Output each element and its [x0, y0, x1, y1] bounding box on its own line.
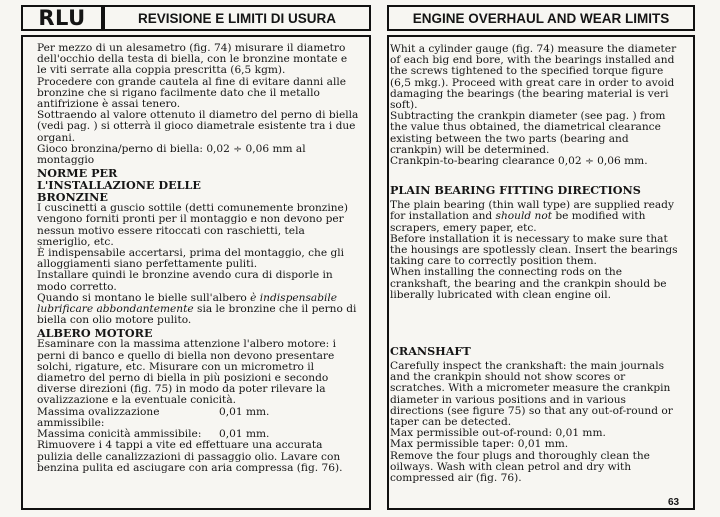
paragraph: Max permissible taper: 0,01 mm. [390, 438, 569, 451]
english-column [390, 44, 683, 484]
paragraph: Installare quindi le bronzine avendo cura di disporle in modo corretto. [37, 269, 333, 293]
paragraph: Carefully inspect the crankshaft: the main journals and the crankpin should not show scores or scratches. With a micrometer measure the crankpin diameter in various positions and in various directions (see figure 75) so that any out-of-round or taper can be detected. [390, 360, 673, 429]
paragraph: Per mezzo di un alesametro (fig. 74) misurare il diametro dell'occhio della testa di biella, con le bronzine montate e le viti serrate alla coppia prescritta (6,5 kgm). [37, 42, 348, 77]
section-heading: ALBERO MOTORE [37, 326, 153, 341]
emphasis: should not [495, 210, 553, 223]
paragraph: When installing the connecting rods on the crankshaft, the bearing and the crankpin should be liberally lubricated with clean engine oil. [390, 266, 667, 301]
section-heading: CRANSHAFT [390, 344, 471, 359]
paragraph: Max permissible out-of-round: 0,01 mm. [390, 427, 606, 440]
limit-row: Massima conicità ammissibile: 0,01 mm. [37, 428, 270, 441]
section-heading: PLAIN BEARING FITTING DIRECTIONS [390, 183, 641, 198]
paragraph: Rimuovere i 4 tappi a vite ed effettuare una accurata pulizia delle canalizzazioni di passaggio olio. Lavare con benzina pulita ed asciugare con aria compressa (fig. 76). [37, 439, 343, 474]
paragraph: I cuscinetti a guscio sottile (detti comunemente bronzine) vengono forniti pronti per il montaggio e non devono per nessun motivo essere ritoccati con raschietti, tela smeriglio, etc. [37, 202, 348, 248]
section-code: RLU [21, 5, 103, 31]
paragraph: The plain bearing (thin wall type) are supplied ready for installation and should not be modified with scrapers, emery paper, etc. [390, 199, 674, 234]
paragraph: Sottraendo al valore ottenuto il diametro del perno di biella (vedi pag. ) si otterrà il gioco diametrale esistente tra i due organi. [37, 109, 359, 144]
paragraph: Subtracting the crankpin diameter (see pag. ) from the value thus obtained, the diametrical clearance existing between the two parts (bearing and crankpin) will be determined. [390, 110, 666, 156]
paragraph: Quando si montano le bielle sull'albero è indispensabile lubrificare abbondantemente sia le bronzine che il perno di biella con olio motore pulito. [37, 291, 357, 327]
paragraph: Crankpin-to-bearing clearance 0,02 ÷ 0,06 mm. [390, 155, 648, 168]
paragraph: Gioco bronzina/perno di biella: 0,02 ÷ 0,06 mm al montaggio [37, 142, 306, 167]
page-number: 63 [668, 497, 680, 508]
paragraph: Procedere con grande cautela al fine di evitare danni alle bronzine che si rigano facilmente dato che il metallo antifrizione è assai tenero. [37, 75, 347, 111]
title-italian: REVISIONE E LIMITI DI USURA [103, 5, 371, 31]
paragraph: Whit a cylinder gauge (fig. 74) measure the diameter of each big end bore, with the bearings installed and the screws tightened to the specified torque figure (6,5 mkg.). Proceed with great care in order to avoid damaging the bearings (the bearing material is veri soft). [390, 43, 677, 112]
paragraph: È indispensabile accertarsi, prima del montaggio, che gli alloggiamenti siano perfettamente puliti. [37, 247, 345, 271]
paragraph: Remove the four plugs and thoroughly clean the oilways. Wash with clean petrol and dry with compressed air (fig. 76). [390, 449, 650, 485]
italian-column [37, 43, 359, 474]
emphasis: è indispensabile lubrificare abbondantemente [37, 291, 338, 316]
title-english: ENGINE OVERHAUL AND WEAR LIMITS [387, 5, 695, 31]
paragraph: Before installation it is necessary to make sure that the housings are spotlessly clean. Insert the bearings taking care to correctly position them. [390, 232, 678, 268]
limit-row: Massima ovalizzazione ammissibile: 0,01 mm. [37, 405, 270, 429]
section-heading: NORME PER L'INSTALLAZIONE DELLE BRONZINE [37, 166, 201, 205]
paragraph: Esaminare con la massima attenzione l'albero motore: i perni di banco e quello di biella non devono presentare solchi, rigature, etc. Misurare con un micrometro il diametro del perno di biella in più posizioni e secondo diverse direzioni (fig. 75) in modo da poter rilevare la ovalizzazione e la eventuale conicità. [37, 338, 336, 407]
